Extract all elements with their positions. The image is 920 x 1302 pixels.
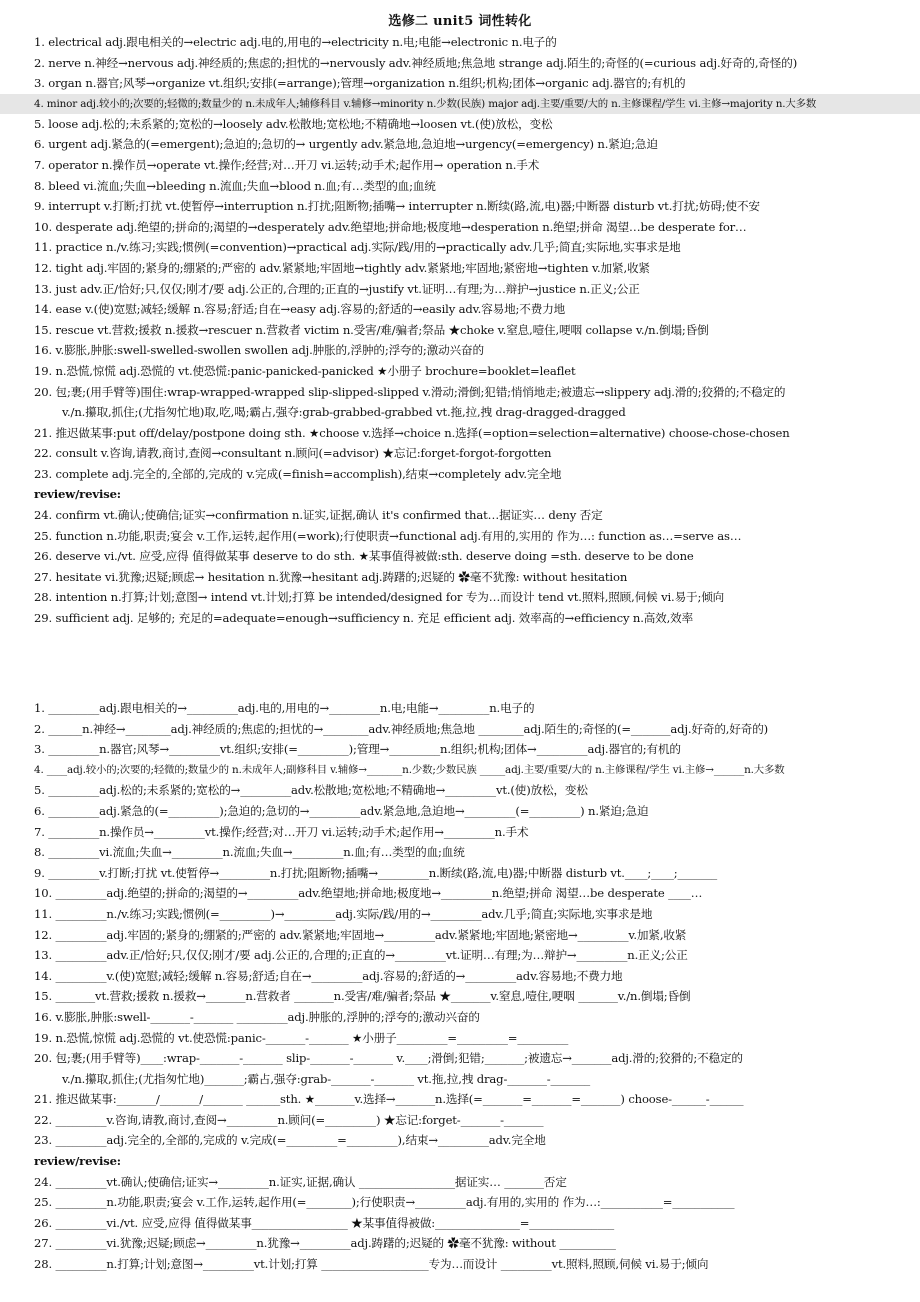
- entry-20a: 20. 包;裹;(用手臂等)围住:wrap-wrapped-wrapped slip-slipped-slipped v.滑动;滑倒;犯错;悄悄地走;被遗忘→slippery adj.滑的;狡猾的;不稳定的: [34, 384, 786, 399]
- entry-20b: v./n.攥取,抓住;(尤指匆忙地)取,吃,喝;霸占,强夺:grab-grabbed-grabbed vt.拖,拉,拽 drag-dragged-dragged: [62, 405, 626, 420]
- blank-14: 14. _________v.(使)宽慰;减轻;缓解 n.容易;舒适;自在→_________adj.容易的;舒适的→_________adv.容易地;不费力地: [34, 968, 623, 983]
- entry-19: 19. n.恐慌,惊慌 adj.恐慌的 vt.使恐慌:panic-panicked-panicked ★小册子 brochure=booklet=leaflet: [34, 363, 576, 378]
- blank-25: 25. _________n.功能,职责;宴会 v.工作,运转,起作用(=________);行使职责→_________adj.有用的,实用的 作为…:___________=___________: [34, 1195, 735, 1210]
- blank-8: 8. _________vi.流血;失血→_________n.流血;失血→_________n.血;有…类型的血;血统: [34, 845, 465, 860]
- entry-2: 2. nerve n.神经→nervous adj.神经质的;焦虑的;担忧的→nervously adv.神经质地;焦急地 strange adj.陌生的;奇怪的(=curious adj.好奇的,奇怪的): [34, 55, 798, 70]
- blank-19: 19. n.恐慌,惊慌 adj.恐慌的 vt.使恐慌:panic-_______-_______ ★小册子_________=_________=_________: [34, 1030, 569, 1045]
- blank-7: 7. _________n.操作员→_________vt.操作;经营;对…开刀 vi.运转;动手术;起作用→_________n.手术: [34, 824, 529, 839]
- entry-28: 28. intention n.打算;计划;意图→ intend vt.计划;打算 be intended/designed for 专为…而设计 tend vt.照料,照顾,伺候 vi.易于;倾向: [34, 590, 725, 605]
- entry-4: 4. minor adj.较小的;次要的;轻微的;数量少的 n.未成年人;辅修科目 v.辅修→minority n.少数(民族) major adj.主要/重要/大的 n.主修课程/学生 vi.主修→majority n.大多数: [0, 94, 920, 114]
- entry-23: 23. complete adj.完全的,全部的,完成的 v.完成(=finish=accomplish),结束→completely adv.完全地: [34, 466, 562, 481]
- entry-21: 21. 推迟做某事:put off/delay/postpone doing sth. ★choose v.选择→choice n.选择(=option=selection=alternative) choose-chose-chosen: [34, 425, 790, 440]
- blank-3: 3. _________n.器官;风琴→_________vt.组织;安排(=_________);管理→_________n.组织;机构;团体→_________adj.器官的;有机的: [34, 742, 681, 757]
- entry-9: 9. interrupt v.打断;打扰 vt.使暂停→interruption n.打扰;阻断物;插嘴→ interrupter n.断续(路,流,电)器;中断器 disturb vt.打扰;妨碍;使不安: [34, 199, 760, 214]
- blank-21: 21. 推迟做某事:_______/_______/_______ ______sth. ★_______v.选择→_______n.选择(=_______=_______=_______) choose-______-______: [34, 1092, 744, 1107]
- page-title: 选修二 unit5 词性转化: [388, 14, 532, 29]
- entry-14: 14. ease v.(使)宽慰;减轻;缓解 n.容易;舒适;自在→easy adj.容易的;舒适的→easily adv.容易地;不费力地: [34, 302, 566, 317]
- blank-28: 28. _________n.打算;计划;意图→_________vt.计划;打算 ___________________专为…而设计 _________vt.照料,照顾,伺候 vi.易于;倾向: [34, 1257, 709, 1272]
- entry-24: 24. confirm vt.确认;使确信;证实→confirmation n.证实,证据,确认 it's confirmed that…据证实… deny 否定: [34, 508, 603, 523]
- entry-7: 7. operator n.操作员→operate vt.操作;经营;对…开刀 vi.运转;动手术;起作用→ operation n.手术: [34, 157, 540, 172]
- exercise-section: [0, 698, 920, 1275]
- blank-20b: v./n.攥取,抓住;(尤指匆忙地)_______;霸占,强夺:grab-_______-_______ vt.拖,拉,拽 drag-_______-_______: [62, 1071, 591, 1086]
- blank-6: 6. _________adj.紧急的(=_________);急迫的;急切的→_________adv.紧急地,急迫地→_________(=_________) n.紧迫;急迫: [34, 803, 649, 818]
- entry-29: 29. sufficient adj. 足够的; 充足的=adequate=enough→sufficiency n. 充足 efficient adj. 效率高的→efficiency n.高效,效率: [34, 611, 694, 626]
- blank-4: 4. ____adj.较小的;次要的;轻微的;数量少的 n.未成年人;副修科目 v.辅修→_______n.少数;少数民族 _____adj.主要/重要/大的 n.主修课程/学生 vi.主修→______n.大多数: [34, 763, 785, 776]
- review-heading-2: review/revise:: [34, 1154, 121, 1169]
- entry-6: 6. urgent adj.紧急的(=emergent);急迫的;急切的→ urgently adv.紧急地,急迫地→urgency(=emergency) n.紧迫;急迫: [34, 137, 658, 152]
- blank-11: 11. _________n./v.练习;实践;惯例(=_________)→_________adj.实际/践/用的→_________adv.几乎;简直;实际地,实事求是地: [34, 906, 653, 921]
- entry-10: 10. desperate adj.绝望的;拼命的;渴望的→desperately adv.绝望地;拼命地;极度地→desperation n.绝望;拼命 渴望…be desperate for…: [34, 219, 747, 234]
- entry-12: 12. tight adj.牢固的;紧身的;绷紧的;严密的 adv.紧紧地;牢固地→tightly adv.紧紧地;牢固地;紧密地→tighten v.加紧,收紧: [34, 260, 650, 275]
- reference-section: [0, 32, 920, 629]
- entry-22: 22. consult v.咨询,请教,商讨,查阅→consultant n.顾问(=advisor) ★忘记:forget-forgot-forgotten: [34, 446, 552, 461]
- blank-13: 13. _________adv.正/恰好;只,仅仅;刚才/要 adj.公正的,合理的;正直的→_________vt.证明…有理;为…辩护→_________n.正义;公正: [34, 948, 688, 963]
- review-heading: review/revise:: [34, 487, 121, 502]
- blank-26: 26. _________vi./vt. 应受,应得 值得做某事_________________ ★某事值得被做:_______________=_______________: [34, 1215, 615, 1230]
- blank-5: 5. _________adj.松的;未系紧的;宽松的→_________adv.松散地;宽松地;不精确地→_________vt.(使)放松，变松: [34, 783, 588, 798]
- blank-9: 9. _________v.打断;打扰 vt.使暂停→_________n.打扰;阻断物;插嘴→_________n.断续(路,流,电)器;中断器 disturb vt.____;____;_______: [34, 865, 718, 880]
- blank-1: 1. _________adj.跟电相关的→_________adj.电的,用电的→_________n.电;电能→_________n.电子的: [34, 701, 535, 715]
- blank-12: 12. _________adj.牢固的;紧身的;绷紧的;严密的 adv.紧紧地;牢固地→_________adv.紧紧地;牢固地;紧密地→_________v.加紧,收紧: [34, 927, 687, 942]
- blank-24: 24. _________vt.确认;使确信;证实→_________n.证实,证据,确认 _________________据证实… _______否定: [34, 1174, 567, 1189]
- blank-15: 15. _______vt.营救;援救 n.援救→_______n.营救者 _______n.受害/难/骗者;祭品 ★_______v.窒息,噎住,哽咽 _______v./n.倒塌;昏倒: [34, 989, 691, 1004]
- entry-25: 25. function n.功能,职责;宴会 v.工作,运转,起作用(=work);行使职责→functional adj.有用的,实用的 作为…: function as…=serve as…: [34, 528, 742, 543]
- entry-27: 27. hesitate vi.犹豫;迟疑;顾虑→ hesitation n.犹豫→hesitant adj.踌躇的;迟疑的 ✿毫不犹豫: without hesitation: [34, 569, 628, 584]
- entry-5: 5. loose adj.松的;未系紧的;宽松的→loosely adv.松散地;宽松地;不精确地→loosen vt.(使)放松，变松: [34, 116, 553, 131]
- entry-16: 16. v.膨胀,肿胀:swell-swelled-swollen swollen adj.肿胀的,浮肿的;浮夸的;激动兴奋的: [34, 343, 484, 358]
- blank-23: 23. _________adj.完全的,全部的,完成的 v.完成(=_________=_________),结束→_________adv.完全地: [34, 1133, 546, 1148]
- blank-16: 16. v.膨胀,肿胀:swell-_______-_______ _________adj.肿胀的,浮肿的;浮夸的;激动兴奋的: [34, 1009, 480, 1024]
- entry-15: 15. rescue vt.营救;援救 n.援救→rescuer n.营救者 victim n.受害/难/骗者;祭品 ★choke v.窒息,噎住,哽咽 collapse v./n.倒塌;昏倒: [34, 322, 709, 337]
- entry-11: 11. practice n./v.练习;实践;惯例(=convention)→practical adj.实际/践/用的→practically adv.几乎;简直;实际地,实事求是地: [34, 240, 681, 255]
- entry-3: 3. organ n.器官;风琴→organize vt.组织;安排(=arrange);管理→organization n.组织;机构;团体→organic adj.器官的;有机的: [34, 76, 686, 91]
- blank-10: 10. _________adj.绝望的;拼命的;渴望的→_________adv.绝望地;拼命地;极度地→_________n.绝望;拼命 渴望…be desperate ____…: [34, 886, 703, 901]
- entry-1: 1. electrical adj.跟电相关的→electric adj.电的,用电的→electricity n.电;电能→electronic n.电子的: [34, 35, 557, 49]
- blank-20a: 20. 包;裹;(用手臂等)____:wrap-_______-_______ slip-_______-_______ v.____;滑倒;犯错;_______;被遗忘→_______adj.滑的;狡猾的;不稳定的: [34, 1051, 743, 1066]
- entry-26: 26. deserve vi./vt. 应受,应得 值得做某事 deserve to do sth. ★某事值得被做:sth. deserve doing =sth. deserve to be done: [34, 549, 694, 564]
- blank-22: 22. _________v.咨询,请教,商讨,查阅→_________n.顾问(=_________) ★忘记:forget-_______-_______: [34, 1112, 544, 1127]
- entry-8: 8. bleed vi.流血;失血→bleeding n.流血;失血→blood n.血;有…类型的血;血统: [34, 178, 436, 193]
- entry-13: 13. just adv.正/恰好;只,仅仅;刚才/要 adj.公正的,合理的;正直的→justify vt.证明…有理;为…辩护→justice n.正义;公正: [34, 281, 640, 296]
- blank-27: 27. _________vi.犹豫;迟疑;顾虑→_________n.犹豫→_________adj.踌躇的;迟疑的 ✿毫不犹豫: without __________: [34, 1236, 616, 1251]
- blank-2: 2. ______n.神经→________adj.神经质的;焦虑的;担忧的→________adv.神经质地;焦急地 ________adj.陌生的;奇怪的(=_______adj.好奇的,好奇的): [34, 721, 769, 736]
